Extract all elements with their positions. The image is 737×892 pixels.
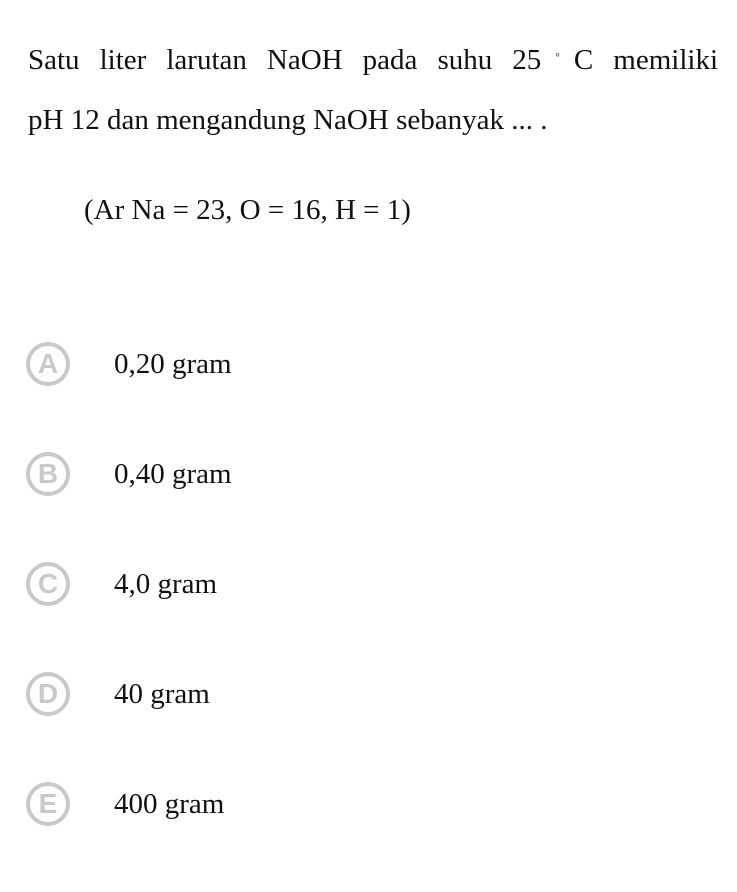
- given-data: (Ar Na = 23, O = 16, H = 1): [84, 194, 411, 226]
- option-a-marker[interactable]: A: [26, 342, 70, 386]
- option-b[interactable]: [26, 452, 706, 562]
- degree-symbol: ◦: [542, 48, 573, 63]
- option-b-text[interactable]: 0,40 gram: [114, 458, 232, 490]
- question-line-1-end: C memiliki: [573, 44, 718, 76]
- option-b-marker[interactable]: B: [26, 452, 70, 496]
- question-line-1: [28, 26, 718, 90]
- option-e-marker[interactable]: E: [26, 782, 70, 826]
- option-c-text[interactable]: 4,0 gram: [114, 568, 218, 600]
- option-d-marker[interactable]: D: [26, 672, 70, 716]
- option-c-marker[interactable]: C: [26, 562, 70, 606]
- question-line-1-start: Satu liter larutan NaOH pada suhu 25: [28, 44, 542, 76]
- option-e[interactable]: [26, 782, 706, 892]
- question-line-2: pH 12 dan mengandung NaOH sebanyak ... .: [28, 104, 548, 136]
- answer-options: [26, 342, 706, 892]
- option-a[interactable]: [26, 342, 706, 452]
- option-e-text[interactable]: 400 gram: [114, 788, 225, 820]
- option-c[interactable]: [26, 562, 706, 672]
- option-a-text[interactable]: 0,20 gram: [114, 348, 232, 380]
- option-d[interactable]: [26, 672, 706, 782]
- option-d-text[interactable]: 40 gram: [114, 678, 210, 710]
- question-text: [28, 26, 718, 150]
